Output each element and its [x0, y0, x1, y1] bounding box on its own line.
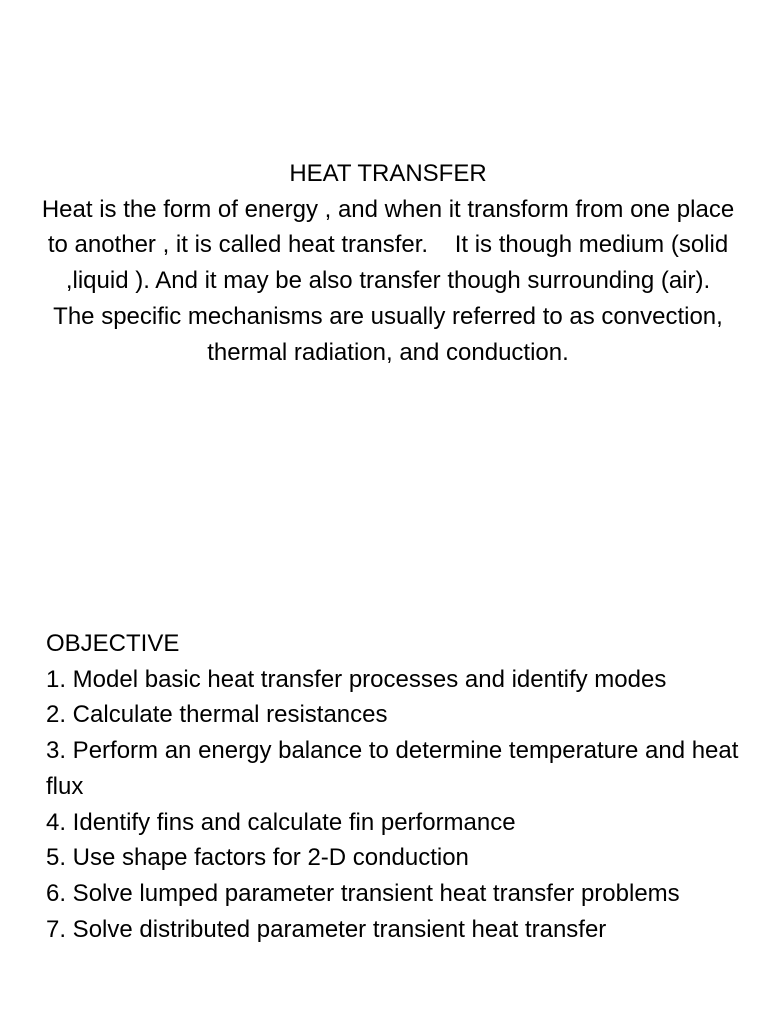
- list-item: 4. Identify fins and calculate fin performance: [46, 808, 516, 836]
- objectives-section: [46, 626, 746, 947]
- list-item: 7. Solve distributed parameter transient heat transfer: [46, 915, 607, 943]
- page-title: HEAT TRANSFER: [289, 160, 487, 187]
- intro-paragraph: Heat is the form of energy , and when it transform from one place to another , it is called heat transfer. It is though medium (solid ,liquid ). And it may be also transfer though surrounding (air). The specific mechanisms are usually referred to as convection, thermal radiation, and conduction.: [41, 195, 741, 366]
- list-item: 1. Model basic heat transfer processes and identify modes: [46, 665, 667, 693]
- list-item: 6. Solve lumped parameter transient heat transfer problems: [46, 879, 680, 907]
- intro-section: [40, 156, 741, 370]
- objectives-list: [46, 662, 746, 948]
- list-item: 5. Use shape factors for 2-D conduction: [46, 844, 469, 872]
- list-item: 2. Calculate thermal resistances: [46, 701, 388, 729]
- list-item: 3. Perform an energy balance to determine temperature and heat flux: [46, 737, 739, 800]
- objectives-heading: OBJECTIVE: [46, 630, 180, 657]
